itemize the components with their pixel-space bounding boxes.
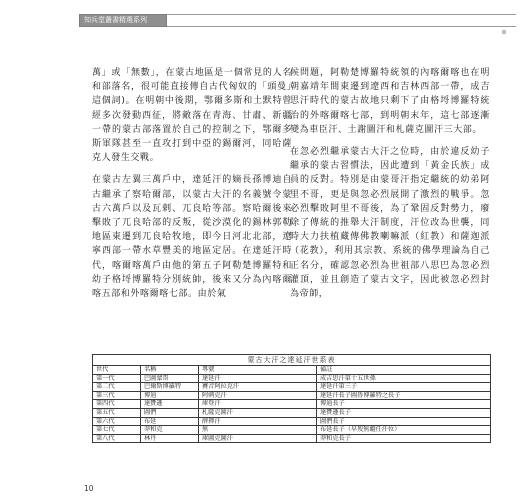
- cell-name: 圖們: [141, 408, 199, 417]
- lineage-table-container: [92, 354, 490, 443]
- cell-generation: 第六代: [93, 417, 141, 426]
- table-row: [93, 374, 491, 383]
- table-header-row: [93, 366, 491, 375]
- cell-remarks: 圖們長子: [317, 417, 491, 426]
- cell-title: 札薩克圖汗: [199, 408, 317, 417]
- cell-name: 巴圖蒙哥: [141, 374, 199, 383]
- cell-remarks: 博迪長子: [317, 400, 491, 409]
- table-row: [93, 434, 491, 443]
- cell-remarks: 莽和克長子: [317, 434, 491, 443]
- cell-remarks: 成吉思汗第十五世孫: [317, 374, 491, 383]
- table-title-row: [93, 355, 491, 366]
- left-paragraph-1: 萬」或「無數」，在蒙古地區是一個常見的人名和部落名，很可能直接傳自古代匈奴的「頭曼」這個詞)。在明朝中後期，鄂爾多斯和土默特曾經多次發動西征，將敵落在青海、甘肅、新疆一帶的蒙古部落置於自己的控制之下，鄂爾多斯軍隊甚至一直攻打到中亞的錫爾河，同哈薩克人發生交戰。: [92, 68, 292, 164]
- cell-generation: 第八代: [93, 434, 141, 443]
- cell-remarks: 布延長子（早歿無繼任汗位）: [317, 426, 491, 435]
- cell-generation: 第七代: [93, 426, 141, 435]
- right-column: [290, 66, 490, 309]
- header-remarks: 備註: [317, 366, 491, 375]
- cell-generation: 第二代: [93, 383, 141, 392]
- cell-title: 庫圖克圖汗: [199, 434, 317, 443]
- cell-generation: 第四代: [93, 400, 141, 409]
- cell-title: 達延汗: [199, 374, 317, 383]
- cell-title: 庫登汗: [199, 400, 317, 409]
- left-paragraph-2: 在蒙古左翼三萬戶中，達延汗的嫡長孫博迪自古繼承了察哈爾部，以蒙古大汗的名義號令蒙古六萬戶以及瓦剌、兀良哈等部。察哈爾後來擊敗了兀良哈部的反叛，從沙漠化的錫林郭勒地區東遷到兀良哈牧地，即今日河北北部，遼寧西部一帶水草豐美的地區定居。在達延汗時代，喀爾喀萬戶由他的第五子阿勒楚博羅特和幼子格埒博羅特分別統帥，後來又分為內喀爾喀五部和外喀爾喀七部。由於氣: [92, 175, 292, 300]
- table-row: [93, 408, 491, 417]
- header-name: 名稱: [141, 366, 199, 375]
- cell-title: 薛禪汗: [199, 417, 317, 426]
- cell-generation: 第三代: [93, 391, 141, 400]
- table-row: [93, 391, 491, 400]
- cell-name: 莽和克: [141, 426, 199, 435]
- page-number: 10: [84, 484, 94, 493]
- header-title: 專號: [199, 366, 317, 375]
- table-row: [93, 417, 491, 426]
- table-row: [93, 426, 491, 435]
- series-title: 知兵堂叢書精選系列: [84, 16, 147, 24]
- cell-generation: 第五代: [93, 408, 141, 417]
- running-header: [80, 14, 516, 27]
- header-title-box: [79, 14, 167, 27]
- cell-title: 賽音阿拉克汗: [199, 383, 317, 392]
- cell-name: 博迪: [141, 391, 199, 400]
- cell-name: 林丹: [141, 434, 199, 443]
- cell-generation: 第一代: [93, 374, 141, 383]
- table-row: [93, 400, 491, 409]
- cell-remarks: 達賚遜長子: [317, 408, 491, 417]
- right-paragraph-1: 候問題，阿勒楚博羅特統領的內喀爾喀也在明朝嘉靖年間東遷到遼西和吉林西部一帶，成吉思汗時代的蒙古故地只剩下了由格埒博羅特統治的外喀爾喀七部，到明朝末年，這七部逐漸變為車臣汗、土謝圖汗和札薩克圖汗三大部。: [290, 68, 490, 135]
- cell-remarks: 達延汗長子圖魯博羅特之長子: [317, 391, 491, 400]
- left-column: [92, 66, 292, 309]
- cell-name: 巴爾斯博羅特: [141, 383, 199, 392]
- header-generation: 世代: [93, 366, 141, 375]
- table-title: 蒙古大汗之達延汗世系表: [93, 355, 491, 366]
- cell-name: 達賚遜: [141, 400, 199, 409]
- cell-title: 無: [199, 426, 317, 435]
- right-paragraph-2: 在忽必烈繼承蒙古大汗之位時，由於違反幼子繼承的蒙古習慣法，因此遭到「黃金氏族」成員的反對。特別是由蒙哥汗指定繼統的幼弟阿里不哥，更是與忽必烈展開了激烈的戰爭。忽必烈擊敗阿里不哥後，為了鞏固反對勢力，廢除了傳統的推舉大汗制度，汗位改為世襲，同時大力扶植藏傳佛教喇嘛派（紅教）和薩迦派（花教），利用其宗教、系統的佛學理論為自己正名分，確認忽必烈為世祖部八思巴為忽必烈灌頂，並且創造了蒙古文字，因此被忽必烈封為帝師，: [290, 147, 490, 300]
- corner-mark: [502, 30, 506, 34]
- table-row: [93, 383, 491, 392]
- lineage-table: [92, 354, 491, 443]
- cell-name: 布延: [141, 417, 199, 426]
- cell-title: 阿剌克汗: [199, 391, 317, 400]
- cell-remarks: 達延汗第三子: [317, 383, 491, 392]
